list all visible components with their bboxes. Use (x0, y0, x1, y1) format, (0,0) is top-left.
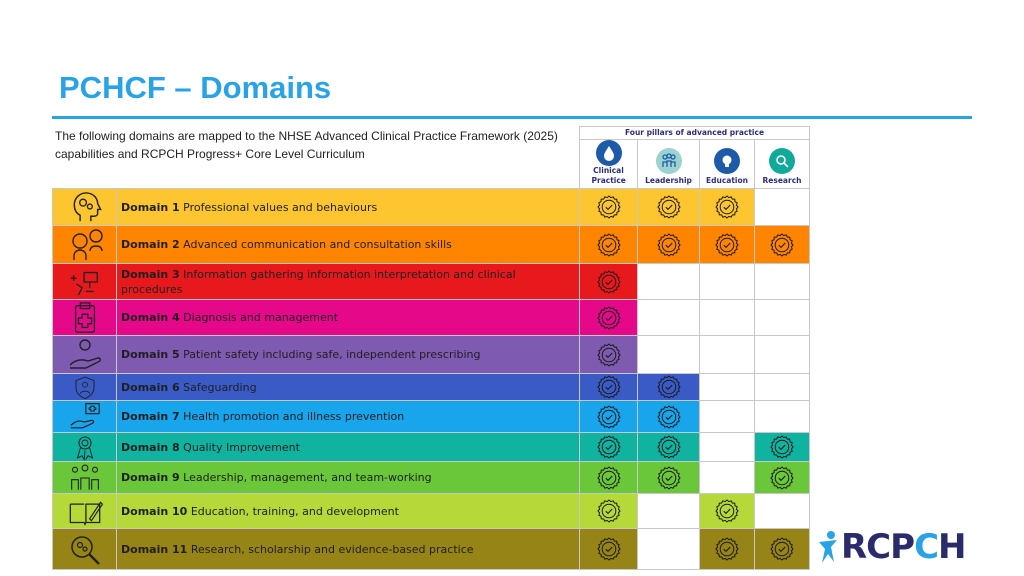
check-badge-icon (597, 466, 621, 490)
domain-text: Health promotion and illness prevention (183, 410, 405, 423)
check-badge-icon (770, 466, 794, 490)
mapping-cell (700, 374, 755, 401)
check-badge-icon (597, 537, 621, 561)
clinical-procedures-icon (65, 265, 105, 299)
mapping-cell (580, 226, 638, 264)
shield-person-icon (65, 375, 105, 400)
mapping-cell (580, 529, 638, 570)
mapping-cell (638, 433, 700, 462)
pillar-label: Leadership (645, 176, 692, 185)
domain-icon-cell (53, 336, 117, 374)
domain-number: Domain 10 (121, 504, 188, 518)
domain-icon-cell (53, 433, 117, 462)
check-badge-icon (597, 195, 621, 219)
mapping-cell (638, 494, 700, 529)
book-pen-icon (65, 495, 105, 528)
check-badge-icon (597, 306, 621, 330)
domain-number: Domain 6 (121, 380, 180, 394)
mapping-cell (638, 264, 700, 300)
rcpch-logo (817, 528, 965, 566)
mapping-cell (755, 226, 810, 264)
drop-icon (596, 140, 622, 166)
mapping-cell (638, 462, 700, 494)
intro-text: The following domains are mapped to the NHSE Advanced Clinical Practice Framework (2025) capabilities and RCPCH Progress+ Core Level Curriculum (55, 129, 558, 161)
domain-label (117, 494, 580, 529)
check-badge-icon (657, 405, 681, 429)
domain-number: Domain 1 (121, 200, 180, 214)
mapping-cell (700, 336, 755, 374)
check-badge-icon (715, 195, 739, 219)
domain-number: Domain 4 (121, 311, 180, 324)
table-row (53, 494, 810, 529)
check-badge-icon (657, 233, 681, 257)
mapping-cell (638, 401, 700, 433)
mapping-cell (755, 300, 810, 336)
domain-label (117, 226, 580, 264)
check-badge-icon (597, 499, 621, 523)
mapping-cell (580, 336, 638, 374)
mapping-cell (755, 494, 810, 529)
check-badge-icon (597, 270, 621, 294)
domain-number: Domain 7 (121, 410, 180, 423)
lightbulb-icon (714, 148, 740, 174)
check-badge-icon (770, 435, 794, 459)
check-badge-icon (657, 435, 681, 459)
mapping-cell (755, 336, 810, 374)
domain-text: Professional values and behaviours (183, 200, 378, 214)
award-rosette-icon (65, 434, 105, 461)
domain-label (117, 189, 580, 226)
mapping-cell (638, 374, 700, 401)
domain-label (117, 529, 580, 570)
domain-text: Information gathering information interpretation and clinical procedures (121, 267, 516, 296)
logo-text (841, 528, 965, 566)
domain-number: Domain 2 (121, 238, 180, 251)
mapping-cell (700, 529, 755, 570)
domain-icon-cell (53, 300, 117, 336)
domain-icon-cell (53, 462, 117, 494)
mapping-cell (580, 401, 638, 433)
table-row (53, 374, 810, 401)
pillar-education (700, 140, 755, 189)
check-badge-icon (597, 233, 621, 257)
mapping-cell (638, 226, 700, 264)
domain-icon-cell (53, 401, 117, 433)
domain-text: Leadership, management, and team-working (183, 471, 432, 484)
domain-number: Domain 5 (121, 348, 180, 361)
mapping-cell (580, 494, 638, 529)
mapping-cell (700, 189, 755, 226)
domain-number: Domain 8 (121, 440, 180, 454)
check-badge-icon (597, 435, 621, 459)
mapping-cell (638, 529, 700, 570)
domain-label (117, 264, 580, 300)
check-badge-icon (597, 375, 621, 399)
mapping-cell (755, 529, 810, 570)
mapping-cell (580, 374, 638, 401)
domain-text: Diagnosis and management (183, 311, 339, 324)
domain-text: Advanced communication and consultation skills (183, 238, 452, 251)
mapping-cell (700, 226, 755, 264)
title-underline (52, 116, 972, 119)
domain-icon-cell (53, 264, 117, 300)
table-row (53, 401, 810, 433)
table-row (53, 433, 810, 462)
domain-number: Domain 3 (121, 267, 180, 281)
table-row (53, 529, 810, 570)
domain-label (117, 401, 580, 433)
mapping-cell (755, 374, 810, 401)
table-row (53, 226, 810, 264)
domain-label (117, 374, 580, 401)
check-badge-icon (715, 537, 739, 561)
domain-text: Safeguarding (183, 380, 257, 394)
page-title: PCHCF – Domains (59, 70, 332, 105)
domain-text: Research, scholarship and evidence-based practice (190, 542, 474, 556)
speech-bubbles-icon (65, 227, 105, 263)
mapping-cell (700, 494, 755, 529)
mapping-cell (755, 433, 810, 462)
domain-icon-cell (53, 374, 117, 401)
domain-label (117, 300, 580, 336)
mapping-cell (638, 300, 700, 336)
table-row (53, 300, 810, 336)
mapping-cell (700, 300, 755, 336)
check-badge-icon (770, 537, 794, 561)
check-badge-icon (715, 233, 739, 257)
clipboard-cross-icon (65, 301, 105, 335)
logo-text-part3: H (938, 527, 966, 567)
pillar-research (755, 140, 810, 189)
domain-label (117, 336, 580, 374)
search-gears-icon (65, 531, 105, 567)
head-gears-icon (65, 190, 105, 225)
team-icon (65, 463, 105, 493)
mapping-cell (700, 264, 755, 300)
mapping-cell (580, 462, 638, 494)
hand-plus-icon (65, 402, 105, 432)
mapping-cell (700, 433, 755, 462)
magnifier-icon (769, 148, 795, 174)
mapping-cell (580, 433, 638, 462)
domain-icon-cell (53, 529, 117, 570)
star-person-icon (817, 529, 841, 565)
domain-icon-cell (53, 494, 117, 529)
domain-number: Domain 9 (121, 471, 180, 484)
domain-icon-cell (53, 189, 117, 226)
mapping-cell (755, 189, 810, 226)
pillar-label: Clinical Practice (591, 166, 626, 185)
domain-icon-cell (53, 226, 117, 264)
pillars-header: Four pillars of advanced practice (580, 127, 810, 140)
table-row (53, 189, 810, 226)
logo-text-part1: RCP (841, 527, 915, 567)
mapping-cell (638, 189, 700, 226)
domain-text: Quality Improvement (183, 440, 300, 454)
check-badge-icon (597, 405, 621, 429)
check-badge-icon (657, 375, 681, 399)
mapping-cell (580, 300, 638, 336)
people-icon (656, 148, 682, 174)
mapping-cell (700, 401, 755, 433)
mapping-cell (700, 462, 755, 494)
mapping-cell (755, 462, 810, 494)
pillar-label: Research (762, 176, 802, 185)
domain-text: Education, training, and development (190, 504, 399, 518)
check-badge-icon (657, 195, 681, 219)
table-row (53, 336, 810, 374)
domain-label (117, 433, 580, 462)
mapping-cell (755, 401, 810, 433)
check-badge-icon (597, 343, 621, 367)
check-badge-icon (657, 466, 681, 490)
domains-table (52, 126, 810, 570)
domain-text: Patient safety including safe, independent prescribing (183, 348, 481, 361)
mapping-cell (638, 336, 700, 374)
domain-label (117, 462, 580, 494)
hand-care-icon (65, 337, 105, 373)
table-row (53, 264, 810, 300)
pillar-leadership (638, 140, 700, 189)
check-badge-icon (715, 499, 739, 523)
table-row (53, 462, 810, 494)
check-badge-icon (770, 233, 794, 257)
pillar-label: Education (706, 176, 748, 185)
domain-number: Domain 11 (121, 542, 188, 556)
mapping-cell (755, 264, 810, 300)
logo-text-part2: C (914, 527, 939, 567)
pillar-clinical-practice (580, 140, 638, 189)
mapping-cell (580, 264, 638, 300)
mapping-cell (580, 189, 638, 226)
